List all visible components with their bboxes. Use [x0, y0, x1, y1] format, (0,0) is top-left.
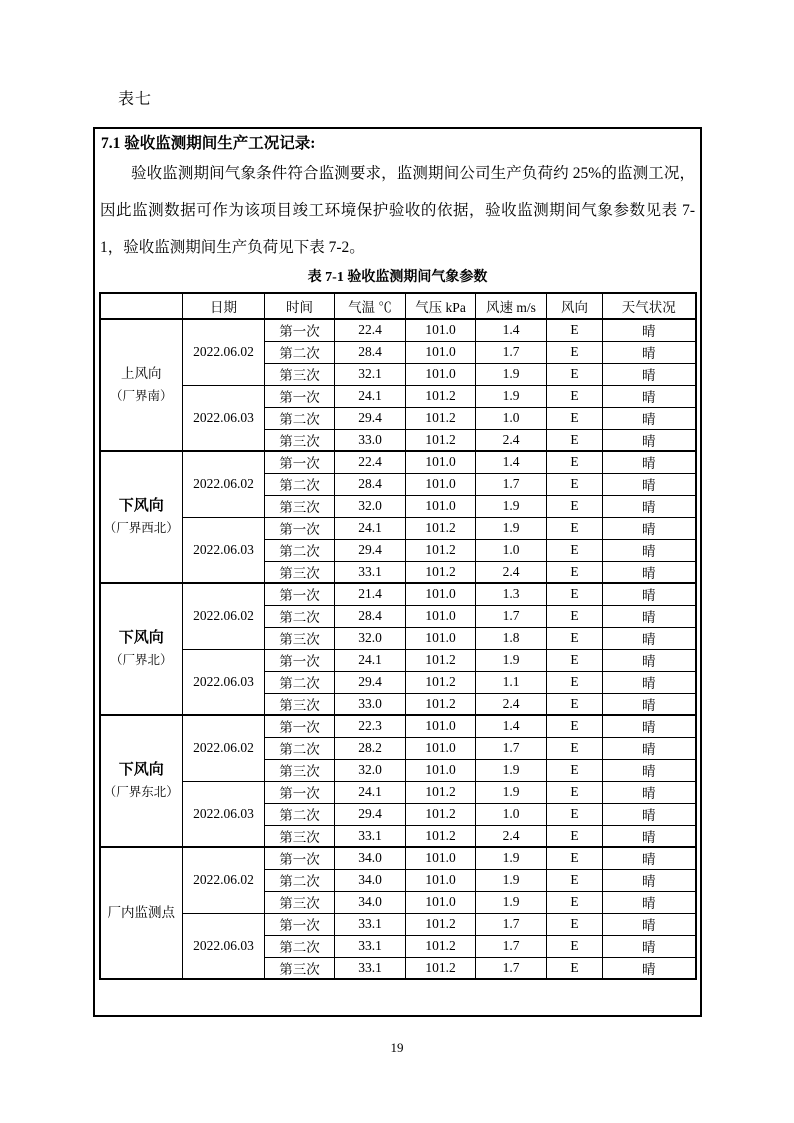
wind-dir-cell: E — [547, 495, 603, 517]
wind-speed-cell: 1.9 — [476, 759, 547, 781]
date-cell: 2022.06.03 — [183, 649, 265, 715]
location-main: 下风向 — [118, 497, 164, 514]
table-row — [100, 319, 696, 341]
temp-cell: 28.4 — [335, 605, 406, 627]
weather-cell: 晴 — [603, 407, 696, 429]
table-row — [100, 847, 696, 869]
wind-dir-cell: E — [547, 429, 603, 451]
time-cell: 第三次 — [265, 627, 335, 649]
wind-dir-cell: E — [547, 935, 603, 957]
temp-cell: 33.1 — [335, 561, 406, 583]
time-cell: 第二次 — [265, 605, 335, 627]
wind-dir-cell: E — [547, 649, 603, 671]
pressure-cell: 101.0 — [406, 451, 476, 473]
wind-dir-cell: E — [547, 319, 603, 341]
time-cell: 第三次 — [265, 363, 335, 385]
temp-cell: 28.4 — [335, 473, 406, 495]
time-cell: 第一次 — [265, 319, 335, 341]
weather-cell: 晴 — [603, 935, 696, 957]
wind-speed-cell: 1.4 — [476, 319, 547, 341]
pressure-cell: 101.0 — [406, 363, 476, 385]
pressure-cell: 101.2 — [406, 825, 476, 847]
temp-cell: 33.0 — [335, 693, 406, 715]
wind-dir-cell: E — [547, 737, 603, 759]
wind-speed-cell: 1.9 — [476, 781, 547, 803]
location-sub: （厂界西北） — [103, 521, 179, 535]
weather-cell: 晴 — [603, 649, 696, 671]
weather-cell: 晴 — [603, 891, 696, 913]
wind-speed-cell: 2.4 — [476, 693, 547, 715]
wind-speed-cell: 2.4 — [476, 825, 547, 847]
wind-dir-cell: E — [547, 847, 603, 869]
wind-speed-cell: 1.7 — [476, 957, 547, 979]
wind-speed-cell: 1.9 — [476, 847, 547, 869]
wind-dir-cell: E — [547, 605, 603, 627]
location-cell — [100, 847, 183, 979]
pressure-cell: 101.2 — [406, 385, 476, 407]
wind-dir-cell: E — [547, 913, 603, 935]
weather-cell: 晴 — [603, 627, 696, 649]
weather-cell: 晴 — [603, 759, 696, 781]
wind-dir-cell: E — [547, 407, 603, 429]
wind-dir-cell: E — [547, 451, 603, 473]
section-heading: 7.1 验收监测期间生产工况记录: — [101, 135, 316, 152]
temp-cell: 24.1 — [335, 649, 406, 671]
wind-speed-cell: 1.9 — [476, 363, 547, 385]
table-row — [100, 913, 696, 935]
temp-cell: 33.1 — [335, 913, 406, 935]
wind-dir-cell: E — [547, 715, 603, 737]
section-paragraph: 验收监测期间气象条件符合监测要求，监测期间公司生产负荷约 25%的监测工况，因此监测数据可作为该项目竣工环境保护验收的依据，验收监测期间气象参数见表 7-1，验收监测期间生产负荷见下表 7-2。 — [100, 165, 695, 256]
wind-speed-cell: 1.7 — [476, 935, 547, 957]
table-row — [100, 385, 696, 407]
temp-cell: 32.1 — [335, 363, 406, 385]
date-cell: 2022.06.02 — [183, 715, 265, 781]
col-header-1: 日期 — [183, 293, 265, 319]
pressure-cell: 101.0 — [406, 891, 476, 913]
weather-cell: 晴 — [603, 473, 696, 495]
wind-dir-cell: E — [547, 693, 603, 715]
weather-cell: 晴 — [603, 605, 696, 627]
wind-dir-cell: E — [547, 341, 603, 363]
time-cell: 第一次 — [265, 451, 335, 473]
pressure-cell: 101.0 — [406, 737, 476, 759]
temp-cell: 34.0 — [335, 891, 406, 913]
location-cell — [100, 715, 183, 847]
wind-dir-cell: E — [547, 517, 603, 539]
temp-cell: 33.1 — [335, 935, 406, 957]
temp-cell: 32.0 — [335, 495, 406, 517]
wind-dir-cell: E — [547, 803, 603, 825]
wind-speed-cell: 1.7 — [476, 341, 547, 363]
wind-speed-cell: 2.4 — [476, 429, 547, 451]
table-header-row — [100, 293, 696, 319]
wind-dir-cell: E — [547, 583, 603, 605]
temp-cell: 33.0 — [335, 429, 406, 451]
location-main: 厂内监测点 — [107, 905, 175, 920]
time-cell: 第二次 — [265, 407, 335, 429]
wind-dir-cell: E — [547, 957, 603, 979]
col-header-4: 气压 kPa — [406, 293, 476, 319]
time-cell: 第一次 — [265, 715, 335, 737]
pressure-cell: 101.0 — [406, 847, 476, 869]
weather-cell: 晴 — [603, 715, 696, 737]
temp-cell: 28.2 — [335, 737, 406, 759]
time-cell: 第一次 — [265, 517, 335, 539]
pressure-cell: 101.2 — [406, 693, 476, 715]
location-cell — [100, 319, 183, 451]
date-cell: 2022.06.03 — [183, 517, 265, 583]
location-sub: （厂界南） — [109, 389, 173, 403]
time-cell: 第三次 — [265, 759, 335, 781]
wind-speed-cell: 1.7 — [476, 913, 547, 935]
wind-speed-cell: 2.4 — [476, 561, 547, 583]
weather-cell: 晴 — [603, 957, 696, 979]
wind-speed-cell: 1.9 — [476, 517, 547, 539]
time-cell: 第三次 — [265, 957, 335, 979]
table-body — [100, 319, 696, 979]
wind-dir-cell: E — [547, 561, 603, 583]
weather-cell: 晴 — [603, 737, 696, 759]
temp-cell: 22.4 — [335, 451, 406, 473]
weather-cell: 晴 — [603, 385, 696, 407]
time-cell: 第二次 — [265, 473, 335, 495]
pressure-cell: 101.2 — [406, 781, 476, 803]
weather-cell: 晴 — [603, 561, 696, 583]
temp-cell: 33.1 — [335, 825, 406, 847]
wind-dir-cell: E — [547, 781, 603, 803]
location-main: 下风向 — [118, 761, 164, 778]
time-cell: 第二次 — [265, 935, 335, 957]
time-cell: 第一次 — [265, 385, 335, 407]
col-header-0 — [100, 293, 183, 319]
time-cell: 第二次 — [265, 737, 335, 759]
pressure-cell: 101.2 — [406, 957, 476, 979]
wind-speed-cell: 1.4 — [476, 715, 547, 737]
location-sub: （厂界北） — [109, 653, 173, 667]
weather-cell: 晴 — [603, 671, 696, 693]
col-header-6: 风向 — [547, 293, 603, 319]
time-cell: 第一次 — [265, 913, 335, 935]
weather-parameters-table — [99, 292, 697, 980]
wind-speed-cell: 1.9 — [476, 495, 547, 517]
weather-cell: 晴 — [603, 341, 696, 363]
wind-dir-cell: E — [547, 891, 603, 913]
page-top-label: 表七 — [118, 91, 153, 108]
location-cell — [100, 583, 183, 715]
pressure-cell: 101.0 — [406, 869, 476, 891]
wind-speed-cell: 1.7 — [476, 605, 547, 627]
wind-speed-cell: 1.4 — [476, 451, 547, 473]
date-cell: 2022.06.02 — [183, 319, 265, 385]
temp-cell: 34.0 — [335, 869, 406, 891]
location-cell — [100, 451, 183, 583]
wind-speed-cell: 1.3 — [476, 583, 547, 605]
time-cell: 第二次 — [265, 341, 335, 363]
weather-cell: 晴 — [603, 869, 696, 891]
temp-cell: 29.4 — [335, 671, 406, 693]
pressure-cell: 101.2 — [406, 913, 476, 935]
wind-speed-cell: 1.9 — [476, 891, 547, 913]
time-cell: 第三次 — [265, 891, 335, 913]
weather-cell: 晴 — [603, 803, 696, 825]
col-header-3: 气温 ℃ — [335, 293, 406, 319]
temp-cell: 32.0 — [335, 759, 406, 781]
temp-cell: 29.4 — [335, 407, 406, 429]
pressure-cell: 101.2 — [406, 517, 476, 539]
weather-cell: 晴 — [603, 517, 696, 539]
weather-cell: 晴 — [603, 495, 696, 517]
weather-cell: 晴 — [603, 363, 696, 385]
temp-cell: 34.0 — [335, 847, 406, 869]
temp-cell: 24.1 — [335, 517, 406, 539]
weather-cell: 晴 — [603, 825, 696, 847]
wind-speed-cell: 1.1 — [476, 671, 547, 693]
date-cell: 2022.06.02 — [183, 451, 265, 517]
weather-cell: 晴 — [603, 583, 696, 605]
weather-cell: 晴 — [603, 847, 696, 869]
content-box — [93, 127, 702, 1017]
pressure-cell: 101.2 — [406, 935, 476, 957]
wind-dir-cell: E — [547, 869, 603, 891]
wind-speed-cell: 1.0 — [476, 539, 547, 561]
wind-speed-cell: 1.7 — [476, 473, 547, 495]
pressure-cell: 101.0 — [406, 473, 476, 495]
col-header-2: 时间 — [265, 293, 335, 319]
pressure-cell: 101.0 — [406, 495, 476, 517]
pressure-cell: 101.0 — [406, 715, 476, 737]
time-cell: 第二次 — [265, 869, 335, 891]
date-cell: 2022.06.03 — [183, 385, 265, 451]
time-cell: 第一次 — [265, 649, 335, 671]
weather-cell: 晴 — [603, 429, 696, 451]
temp-cell: 29.4 — [335, 539, 406, 561]
wind-speed-cell: 1.9 — [476, 869, 547, 891]
pressure-cell: 101.2 — [406, 539, 476, 561]
pressure-cell: 101.0 — [406, 583, 476, 605]
page-number: 19 — [390, 1040, 404, 1055]
table-caption: 表 7-1 验收监测期间气象参数 — [307, 270, 488, 285]
location-main: 下风向 — [118, 629, 164, 646]
wind-dir-cell: E — [547, 363, 603, 385]
wind-dir-cell: E — [547, 539, 603, 561]
time-cell: 第三次 — [265, 825, 335, 847]
temp-cell: 22.4 — [335, 319, 406, 341]
weather-cell: 晴 — [603, 913, 696, 935]
date-cell: 2022.06.02 — [183, 847, 265, 913]
table-row — [100, 583, 696, 605]
weather-cell: 晴 — [603, 693, 696, 715]
wind-speed-cell: 1.8 — [476, 627, 547, 649]
table-row — [100, 715, 696, 737]
time-cell: 第一次 — [265, 847, 335, 869]
table-row — [100, 517, 696, 539]
pressure-cell: 101.2 — [406, 429, 476, 451]
temp-cell: 28.4 — [335, 341, 406, 363]
date-cell: 2022.06.03 — [183, 913, 265, 979]
temp-cell: 22.3 — [335, 715, 406, 737]
table-row — [100, 451, 696, 473]
pressure-cell: 101.0 — [406, 319, 476, 341]
header-row — [100, 293, 696, 319]
weather-cell: 晴 — [603, 451, 696, 473]
time-cell: 第一次 — [265, 583, 335, 605]
wind-speed-cell: 1.9 — [476, 385, 547, 407]
temp-cell: 32.0 — [335, 627, 406, 649]
temp-cell: 33.1 — [335, 957, 406, 979]
wind-dir-cell: E — [547, 671, 603, 693]
time-cell: 第三次 — [265, 561, 335, 583]
wind-speed-cell: 1.7 — [476, 737, 547, 759]
col-header-7: 天气状况 — [603, 293, 696, 319]
pressure-cell: 101.2 — [406, 407, 476, 429]
time-cell: 第二次 — [265, 671, 335, 693]
pressure-cell: 101.2 — [406, 803, 476, 825]
weather-cell: 晴 — [603, 319, 696, 341]
weather-cell: 晴 — [603, 539, 696, 561]
wind-dir-cell: E — [547, 473, 603, 495]
time-cell: 第二次 — [265, 803, 335, 825]
location-sub: （厂界东北） — [103, 785, 179, 799]
time-cell: 第一次 — [265, 781, 335, 803]
weather-cell: 晴 — [603, 781, 696, 803]
wind-speed-cell: 1.0 — [476, 803, 547, 825]
pressure-cell: 101.0 — [406, 341, 476, 363]
location-main: 上风向 — [121, 366, 162, 381]
time-cell: 第二次 — [265, 539, 335, 561]
date-cell: 2022.06.02 — [183, 583, 265, 649]
wind-dir-cell: E — [547, 385, 603, 407]
pressure-cell: 101.2 — [406, 671, 476, 693]
pressure-cell: 101.2 — [406, 561, 476, 583]
pressure-cell: 101.0 — [406, 627, 476, 649]
wind-dir-cell: E — [547, 759, 603, 781]
temp-cell: 24.1 — [335, 385, 406, 407]
pressure-cell: 101.0 — [406, 605, 476, 627]
wind-dir-cell: E — [547, 825, 603, 847]
table-row — [100, 781, 696, 803]
pressure-cell: 101.2 — [406, 649, 476, 671]
temp-cell: 29.4 — [335, 803, 406, 825]
wind-speed-cell: 1.0 — [476, 407, 547, 429]
temp-cell: 24.1 — [335, 781, 406, 803]
time-cell: 第三次 — [265, 495, 335, 517]
time-cell: 第三次 — [265, 429, 335, 451]
time-cell: 第三次 — [265, 693, 335, 715]
col-header-5: 风速 m/s — [476, 293, 547, 319]
temp-cell: 21.4 — [335, 583, 406, 605]
wind-dir-cell: E — [547, 627, 603, 649]
table-row — [100, 649, 696, 671]
date-cell: 2022.06.03 — [183, 781, 265, 847]
wind-speed-cell: 1.9 — [476, 649, 547, 671]
pressure-cell: 101.0 — [406, 759, 476, 781]
